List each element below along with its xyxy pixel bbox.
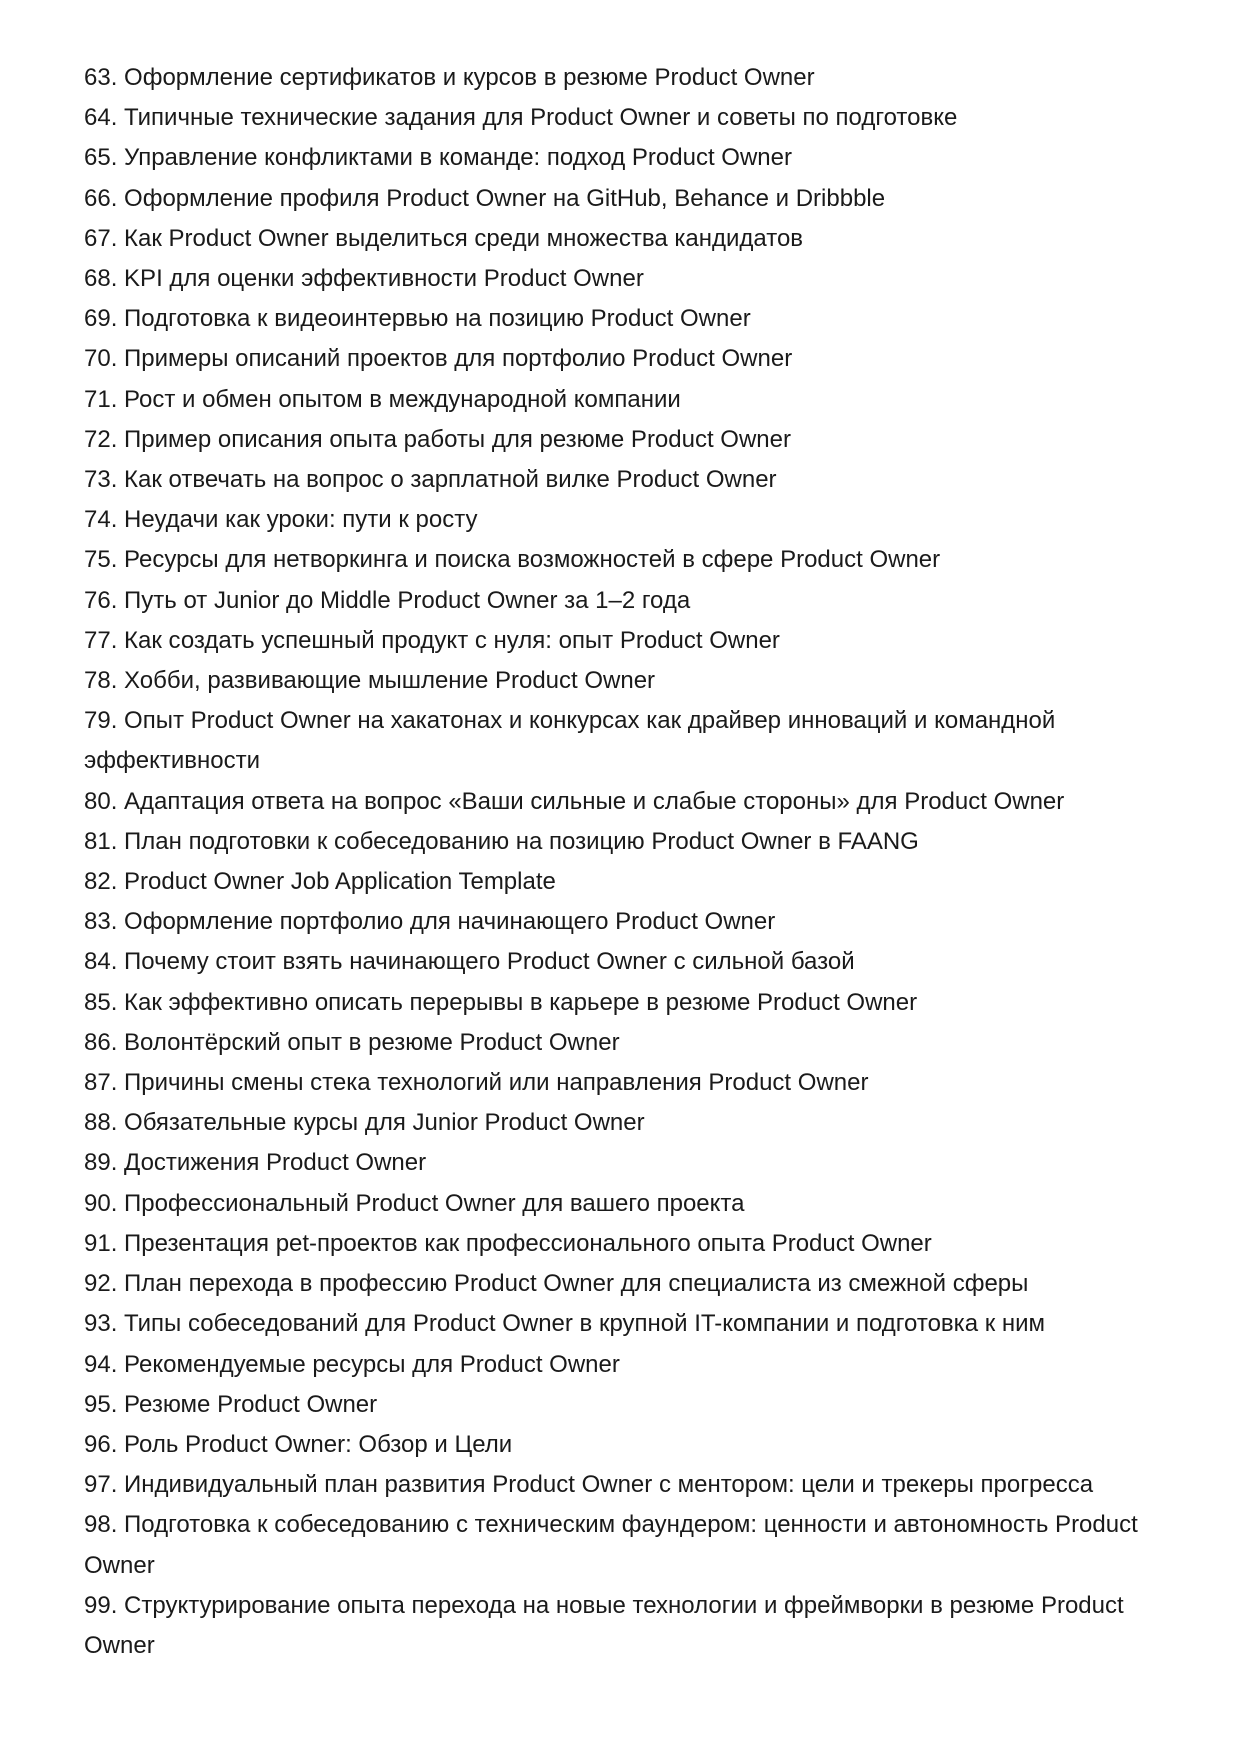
item-text: Product Owner Job Application Template: [124, 868, 556, 896]
list-item: [84, 661, 1164, 701]
item-number: 65.: [84, 144, 118, 172]
item-text: Причины смены стека технологий или направления Product Owner: [124, 1069, 869, 1097]
item-text: Как создать успешный продукт с нуля: опыт Product Owner: [124, 626, 780, 654]
item-number: 76.: [84, 586, 118, 614]
list-item: [84, 299, 1164, 339]
item-text: Подготовка к собеседованию с техническим фаундером: ценности и автономность Product Owner: [84, 1511, 1138, 1579]
list-item: [84, 1425, 1164, 1465]
list-item: [84, 942, 1164, 982]
list-item: [84, 380, 1164, 420]
list-item: [84, 98, 1164, 138]
list-item: [84, 259, 1164, 299]
item-text: Типичные технические задания для Product Owner и советы по подготовке: [124, 104, 958, 132]
item-text: Роль Product Owner: Обзор и Цели: [124, 1430, 513, 1458]
item-text: Профессиональный Product Owner для вашего проекта: [124, 1189, 745, 1217]
item-number: 88.: [84, 1109, 118, 1137]
list-item: [84, 1345, 1164, 1385]
list-item: [84, 1103, 1164, 1143]
item-text: Хобби, развивающие мышление Product Owner: [124, 667, 656, 695]
item-text: Подготовка к видеоинтервью на позицию Product Owner: [124, 305, 751, 333]
list-item: [84, 1385, 1164, 1425]
item-number: 89.: [84, 1149, 118, 1177]
item-text: Ресурсы для нетворкинга и поиска возможностей в сфере Product Owner: [124, 546, 941, 574]
item-number: 64.: [84, 104, 118, 132]
list-item: [84, 1505, 1164, 1585]
item-number: 83.: [84, 908, 118, 936]
item-text: Оформление профиля Product Owner на GitHub, Behance и Dribbble: [124, 184, 886, 212]
item-number: 98.: [84, 1511, 118, 1539]
item-text: План подготовки к собеседованию на позицию Product Owner в FAANG: [124, 827, 919, 855]
item-number: 68.: [84, 265, 118, 293]
list-item: [84, 1143, 1164, 1183]
item-text: Управление конфликтами в команде: подход Product Owner: [124, 144, 792, 172]
item-number: 71.: [84, 385, 118, 413]
item-text: Опыт Product Owner на хакатонах и конкурсах как драйвер инноваций и командной эффективности: [84, 707, 1056, 775]
list-item: [84, 540, 1164, 580]
item-text: Оформление сертификатов и курсов в резюме Product Owner: [124, 64, 815, 91]
list-item: [84, 420, 1164, 460]
item-text: Волонтёрский опыт в резюме Product Owner: [124, 1028, 620, 1056]
item-number: 82.: [84, 868, 118, 896]
item-text: План перехода в профессию Product Owner для специалиста из смежной сферы: [124, 1270, 1029, 1298]
document-page: [84, 58, 1164, 1666]
item-text: Рост и обмен опытом в международной компании: [124, 385, 681, 413]
item-text: Пример описания опыта работы для резюме Product Owner: [124, 425, 791, 453]
item-text: Неудачи как уроки: пути к росту: [124, 506, 478, 534]
item-number: 63.: [84, 64, 118, 91]
list-item: [84, 862, 1164, 902]
list-item: [84, 219, 1164, 259]
list-item: [84, 822, 1164, 862]
list-item: [84, 983, 1164, 1023]
list-item: [84, 621, 1164, 661]
item-number: 78.: [84, 667, 118, 695]
item-text: KPI для оценки эффективности Product Owner: [124, 265, 644, 293]
list-item: [84, 1586, 1164, 1666]
list-item: [84, 1023, 1164, 1063]
list-item: [84, 1264, 1164, 1304]
item-number: 94.: [84, 1350, 118, 1378]
item-text: Как Product Owner выделиться среди множества кандидатов: [124, 224, 804, 252]
item-number: 75.: [84, 546, 118, 574]
list-item: [84, 138, 1164, 178]
item-number: 99.: [84, 1591, 118, 1619]
item-text: Индивидуальный план развития Product Owner с ментором: цели и трекеры прогресса: [124, 1471, 1094, 1499]
item-text: Примеры описаний проектов для портфолио Product Owner: [124, 345, 793, 373]
list-item: [84, 1063, 1164, 1103]
item-number: 85.: [84, 988, 118, 1016]
item-text: Типы собеседований для Product Owner в крупной IT-компании и подготовка к ним: [124, 1310, 1046, 1338]
list-item: [84, 179, 1164, 219]
list-item: [84, 339, 1164, 379]
item-number: 77.: [84, 626, 118, 654]
list-item: [84, 701, 1164, 781]
list-item: [84, 1465, 1164, 1505]
item-text: Почему стоит взять начинающего Product Owner с сильной базой: [124, 948, 855, 976]
item-text: Структурирование опыта перехода на новые технологии и фреймворки в резюме Product Owner: [84, 1591, 1124, 1659]
item-text: Оформление портфолио для начинающего Product Owner: [124, 908, 776, 936]
list-item: [84, 782, 1164, 822]
item-number: 73.: [84, 466, 118, 494]
item-text: Достижения Product Owner: [124, 1149, 427, 1177]
item-text: Рекомендуемые ресурсы для Product Owner: [124, 1350, 620, 1378]
list-item: [84, 460, 1164, 500]
item-text: Презентация pet-проектов как профессионального опыта Product Owner: [124, 1229, 932, 1257]
item-number: 95.: [84, 1390, 118, 1418]
item-number: 90.: [84, 1189, 118, 1217]
item-number: 87.: [84, 1069, 118, 1097]
item-number: 97.: [84, 1471, 118, 1499]
item-text: Обязательные курсы для Junior Product Owner: [124, 1109, 645, 1137]
item-number: 92.: [84, 1270, 118, 1298]
item-number: 74.: [84, 506, 118, 534]
item-text: Как отвечать на вопрос о зарплатной вилке Product Owner: [124, 466, 777, 494]
list-item: [84, 500, 1164, 540]
topic-list: [84, 58, 1164, 1666]
item-text: Резюме Product Owner: [124, 1390, 378, 1418]
item-number: 80.: [84, 787, 118, 815]
item-number: 93.: [84, 1310, 118, 1338]
item-number: 66.: [84, 184, 118, 212]
item-number: 91.: [84, 1229, 118, 1257]
item-text: Как эффективно описать перерывы в карьере в резюме Product Owner: [124, 988, 918, 1016]
item-number: 81.: [84, 827, 118, 855]
item-number: 70.: [84, 345, 118, 373]
item-number: 79.: [84, 707, 118, 735]
item-text: Адаптация ответа на вопрос «Ваши сильные и слабые стороны» для Product Owner: [124, 787, 1065, 815]
list-item: [84, 1304, 1164, 1344]
item-number: 69.: [84, 305, 118, 333]
item-number: 86.: [84, 1028, 118, 1056]
list-item: [84, 1224, 1164, 1264]
list-item: [84, 902, 1164, 942]
list-item: [84, 58, 1164, 98]
item-number: 67.: [84, 224, 118, 252]
item-number: 84.: [84, 948, 118, 976]
item-number: 72.: [84, 425, 118, 453]
list-item: [84, 581, 1164, 621]
item-text: Путь от Junior до Middle Product Owner за 1–2 года: [124, 586, 691, 614]
list-item: [84, 1184, 1164, 1224]
item-number: 96.: [84, 1430, 118, 1458]
